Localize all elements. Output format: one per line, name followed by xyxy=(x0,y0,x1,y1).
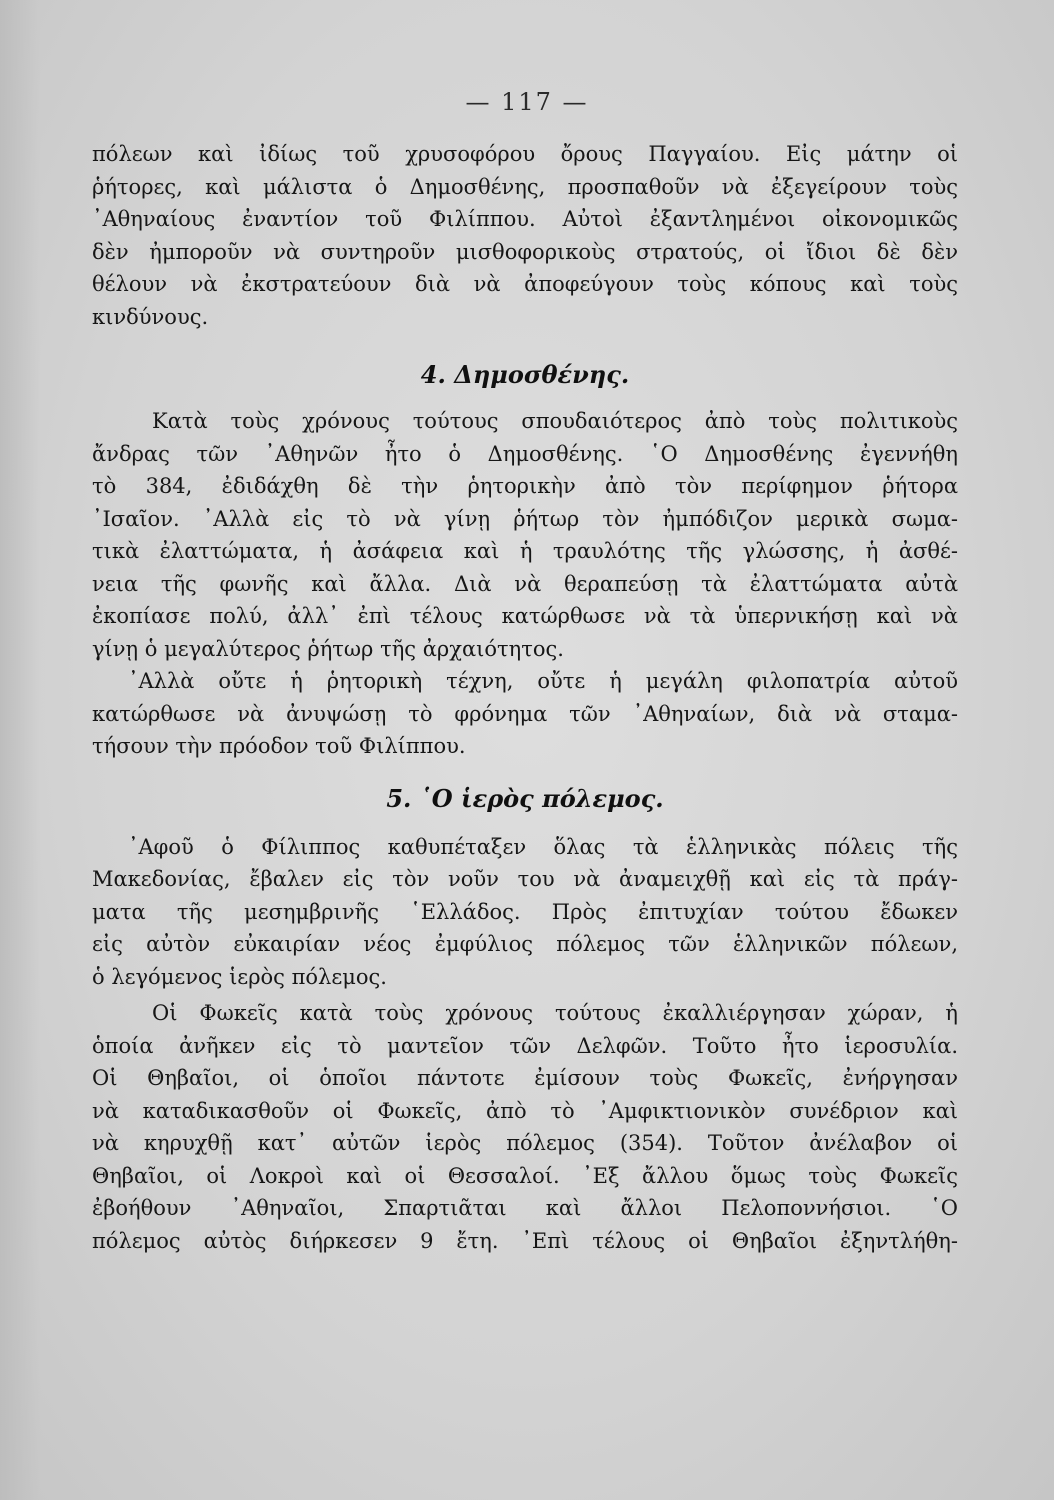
text-line: ματα τῆς μεσημβρινῆς ῾Ελλάδος. Πρὸς ἐπιτυχίαν τούτου ἔδωκεν xyxy=(92,899,958,924)
text-line: κινδύνους. xyxy=(92,304,209,329)
text-line: νὰ καταδικασθοῦν οἱ Φωκεῖς, ἀπὸ τὸ ᾿Αμφικτιονικὸν συνέδριον καὶ xyxy=(92,1098,958,1123)
text-line: Οἱ Φωκεῖς κατὰ τοὺς χρόνους τούτους ἐκαλλιέργησαν χώραν, ἡ xyxy=(152,1001,958,1025)
text-line: ᾿Αθηναίους ἐναντίον τοῦ Φιλίππου. Αὐτοὶ ἐξαντλημένοι οἰκονομικῶς xyxy=(92,207,958,231)
text-line: Κατὰ τοὺς χρόνους τούτους σπουδαιότερος ἀπὸ τοὺς πολιτικοὺς xyxy=(152,409,958,433)
text-line: δὲν ἠμποροῦν νὰ συντηροῦν μισθοφορικοὺς στρατούς, οἱ ἴδιοι δὲ δὲν xyxy=(92,239,958,264)
paragraph-4 xyxy=(92,831,958,994)
text-line: ἐκοπίασε πολύ, ἀλλ᾿ ἐπὶ τέλους κατώρθωσε νὰ τὰ ὑπερνικήσῃ καὶ νὰ xyxy=(92,604,958,628)
page-body xyxy=(92,138,958,1257)
text-line: νὰ κηρυχθῇ κατ᾿ αὐτῶν ἱερὸς πόλεμος (354). Τοῦτον ἀνέλαβον οἱ xyxy=(92,1131,958,1155)
text-line: ῥήτορες, καὶ μάλιστα ὁ Δημοσθένης, προσπαθοῦν νὰ ἐξεγείρουν τοὺς xyxy=(92,174,958,199)
page-number: — 117 — xyxy=(465,88,589,116)
paragraph-5 xyxy=(92,997,958,1257)
text-line: νεια τῆς φωνῆς καὶ ἄλλα. Διὰ νὰ θεραπεύσῃ τὰ ἐλαττώματα αὐτὰ xyxy=(92,571,958,596)
text-line: Μακεδονίας, ἔβαλεν εἰς τὸν νοῦν του νὰ ἀναμειχθῇ καὶ εἰς τὰ πράγ- xyxy=(92,867,958,891)
page-edge-shadow xyxy=(0,0,40,1500)
section-heading-demosthenes: 4. Δημοσθένης. xyxy=(420,360,630,389)
paragraph-2 xyxy=(92,405,958,665)
text-line: πόλεων καὶ ἰδίως τοῦ χρυσοφόρου ὄρους Παγγαίου. Εἰς μάτην οἱ xyxy=(92,142,958,166)
text-line: ὁ λεγόμενος ἱερὸς πόλεμος. xyxy=(92,964,387,989)
text-line: γίνῃ ὁ μεγαλύτερος ῥήτωρ τῆς ἀρχαιότητος. xyxy=(92,636,564,661)
section-heading-sacred-war: 5. ῾Ο ἱερὸς πόλεμος. xyxy=(386,783,664,813)
text-line: Θηβαῖοι, οἱ Λοκροὶ καὶ οἱ Θεσσαλοί. ᾿Εξ ἄλλου ὅμως τοὺς Φωκεῖς xyxy=(92,1163,958,1188)
text-line: ᾿Ισαῖον. ᾿Αλλὰ εἰς τὸ νὰ γίνῃ ῥήτωρ τὸν ἠμπόδιζον μερικὰ σωμα- xyxy=(92,506,958,531)
text-line: τήσουν τὴν πρόοδον τοῦ Φιλίππου. xyxy=(92,734,466,758)
text-line: Οἱ Θηβαῖοι, οἱ ὁποῖοι πάντοτε ἐμίσουν τοὺς Φωκεῖς, ἐνήργησαν xyxy=(92,1066,958,1090)
text-line: εἰς αὐτὸν εὐκαιρίαν νέος ἐμφύλιος πόλεμος τῶν ἑλληνικῶν πόλεων, xyxy=(92,932,958,956)
text-line: τὸ 384, ἐδιδάχθη δὲ τὴν ῥητορικὴν ἀπὸ τὸν περίφημον ῥήτορα xyxy=(92,474,958,498)
text-line: ὁποία ἀνῆκεν εἰς τὸ μαντεῖον τῶν Δελφῶν. Τοῦτο ἦτο ἱεροσυλία. xyxy=(92,1033,958,1058)
text-line: ᾿Αφοῦ ὁ Φίλιππος καθυπέταξεν ὅλας τὰ ἑλληνικὰς πόλεις τῆς xyxy=(128,834,958,859)
text-line: κατώρθωσε νὰ ἀνυψώσῃ τὸ φρόνημα τῶν ᾿Αθηναίων, διὰ νὰ σταμα- xyxy=(92,701,958,726)
paragraph-3 xyxy=(92,665,958,763)
text-line: τικὰ ἐλαττώματα, ἡ ἀσάφεια καὶ ἡ τραυλότης τῆς γλώσσης, ἡ ἀσθέ- xyxy=(92,539,958,563)
text-line: πόλεμος αὐτὸς διήρκεσεν 9 ἔτη. ᾿Επὶ τέλους οἱ Θηβαῖοι ἐξηντλήθη- xyxy=(92,1228,958,1253)
paragraph-1 xyxy=(92,138,958,333)
text-line: θέλουν νὰ ἐκστρατεύουν διὰ νὰ ἀποφεύγουν τοὺς κόπους καὶ τοὺς xyxy=(92,272,958,296)
text-line: ἐβοήθουν ᾿Αθηναῖοι, Σπαρτιᾶται καὶ ἄλλοι Πελοποννήσιοι. ῾Ο xyxy=(92,1196,958,1220)
text-line: ἄνδρας τῶν ᾿Αθηνῶν ἦτο ὁ Δημοσθένης. ῾Ο Δημοσθένης ἐγεννήθη xyxy=(92,441,958,466)
text-line: ᾿Αλλὰ οὔτε ἡ ῥητορικὴ τέχνη, οὔτε ἡ μεγάλη φιλοπατρία αὐτοῦ xyxy=(128,669,958,693)
